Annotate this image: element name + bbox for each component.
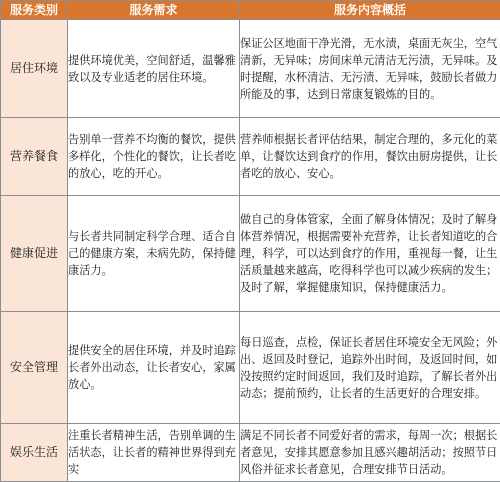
- table-row: [1, 20, 500, 118]
- need-text: 告别单一营养不均衡的餐饮，提供多样化，个性化的餐饮，让长者吃的放心，吃的开心。: [68, 131, 239, 182]
- need-text: 注重长者精神生活，告别单调的生活状态，让长者的精神世界得到充实: [68, 427, 239, 478]
- category-label: 安全管理: [1, 359, 67, 376]
- need-cell: [68, 196, 240, 312]
- category-cell: [1, 424, 68, 482]
- need-cell: [68, 118, 240, 196]
- content-cell: [240, 312, 500, 424]
- header-need: 服务需求: [68, 1, 240, 20]
- need-cell: [68, 20, 240, 118]
- category-label: 娱乐生活: [1, 444, 67, 461]
- need-cell: [68, 424, 240, 482]
- need-cell: [68, 312, 240, 424]
- category-cell: [1, 312, 68, 424]
- category-label: 营养餐食: [1, 148, 67, 165]
- table-row: [1, 196, 500, 312]
- need-text: 提供环境优美，空间舒适，温馨雅致以及专业适老的居住环境。: [68, 52, 239, 86]
- content-cell: [240, 196, 500, 312]
- content-cell: [240, 424, 500, 482]
- header-row: [1, 1, 500, 20]
- content-cell: [240, 20, 500, 118]
- category-cell: [1, 196, 68, 312]
- content-text: 营养师根据长者评估结果，制定合理的，多元化的菜单，让餐饮达到食疗的作用，餐饮由厨房提供，让长者吃的放心、安心。: [240, 131, 500, 182]
- table-row: [1, 424, 500, 482]
- category-label: 健康促进: [1, 245, 67, 262]
- content-text: 做自己的身体管家，全面了解身体情况；及时了解身体营养情况，根据需要补充营养，让长者知道吃的合理，科学，可以达到食疗的作用，重视每一餐，让生活质量越来越高，吃得科学也可以减少疾病的发生；及时了解，掌握健康知识，保持健康活力。: [240, 211, 500, 296]
- category-cell: [1, 20, 68, 118]
- header-category: 服务类别: [1, 1, 68, 20]
- need-text: 与长者共同制定科学合理、适合自己的健康方案，未病先防，保持健康活力。: [68, 228, 239, 279]
- category-cell: [1, 118, 68, 196]
- header-content: 服务内容概括: [240, 1, 500, 20]
- table-row: [1, 312, 500, 424]
- content-text: 保证公区地面干净光滑，无水渍，桌面无灰尘，空气清新，无异味；房间床单元清洁无污渍，无异味。及时提醒，水杯清洁、无污渍、无异味，鼓励长者做力所能及的事，达到日常康复锻炼的目的。: [240, 35, 500, 103]
- category-label: 居住环境: [1, 60, 67, 77]
- need-text: 提供安全的居住环境，并及时追踪长者外出动态，让长者安心，家属放心。: [68, 342, 239, 393]
- content-text: 每日巡查，点检，保证长者居住环境安全无风险；外出、返回及时登记，追踪外出时间，及返回时间，如没按照约定时间返回，我们及时追踪，了解长者外出动态；提前预约，让长者的生活更好的合理安排。: [240, 334, 500, 402]
- table-row: [1, 118, 500, 196]
- content-text: 满足不同长者不同爱好者的需求，每周一次；根据长者意见，安排其愿意参加且感兴趣胡活动；按照节日风俗并征求长者意见，合理安排节日活动。: [240, 427, 500, 478]
- content-cell: [240, 118, 500, 196]
